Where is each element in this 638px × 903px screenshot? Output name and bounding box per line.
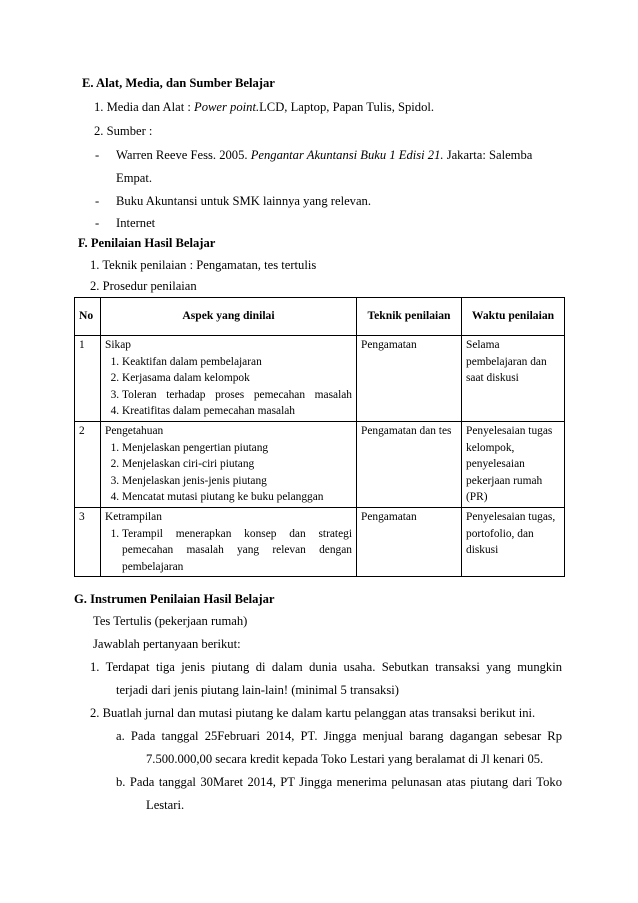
list-item: 3. Toleran terhadap proses pemecahan masalah [122, 387, 352, 404]
source-dash: - [95, 216, 100, 230]
list-item: 1. Keaktifan dalam pembelajaran [122, 354, 352, 371]
section-f-title: F. Penilaian Hasil Belajar [78, 236, 216, 250]
list-item: 4. Kreatifitas dalam pemecahan masalah [122, 403, 352, 420]
section-e-title: E. Alat, Media, dan Sumber Belajar [82, 76, 275, 90]
row-aspek [101, 507, 357, 576]
list-item: 3. Menjelaskan jenis-jenis piutang [122, 473, 352, 490]
row-waktu: Penyelesaian tugas kelompok, penyelesaian pekerjaan rumah (PR) [462, 421, 565, 507]
media-italic: Power point. [194, 100, 260, 114]
header-teknik: Teknik penilaian [357, 298, 462, 336]
row-no: 1 [75, 336, 101, 422]
header-aspek: Aspek yang dinilai [101, 298, 357, 336]
aspek-title: Ketrampilan [105, 510, 162, 523]
prosedur-penilaian: 2. Prosedur penilaian [90, 279, 197, 293]
section-g-subtitle: Tes Tertulis (pekerjaan rumah) [93, 614, 248, 628]
row-aspek [101, 421, 357, 507]
section-g-instruction: Jawablah pertanyaan berikut: [93, 637, 241, 651]
row-teknik: Pengamatan dan tes [357, 421, 462, 507]
question-1-line-1: 1. Terdapat tiga jenis piutang di dalam dunia usaha. Sebutkan transaksi yang mungkin [90, 660, 562, 674]
row-waktu: Penyelesaian tugas, portofolio, dan diskusi [462, 507, 565, 576]
sumber-label: 2. Sumber : [94, 124, 153, 138]
table-row [75, 336, 565, 422]
media-line [94, 100, 434, 115]
row-teknik: Pengamatan [357, 507, 462, 576]
row-waktu: Selama pembelajaran dan saat diskusi [462, 336, 565, 422]
media-rest: LCD, Laptop, Papan Tulis, Spidol. [259, 100, 435, 114]
list-item: 2. Kerjasama dalam kelompok [122, 370, 352, 387]
media-label: 1. Media dan Alat : [94, 100, 195, 114]
question-1-line-2: terjadi dari jenis piutang lain-lain! (minimal 5 transaksi) [116, 683, 399, 697]
row-no: 3 [75, 507, 101, 576]
aspek-list [105, 354, 352, 420]
source-1-cont: Empat. [116, 171, 153, 185]
question-2a-line-2: 7.500.000,00 secara kredit kepada Toko Lestari yang beralamat di Jl kenari 05. [146, 752, 544, 766]
aspek-list [105, 526, 352, 576]
row-no: 2 [75, 421, 101, 507]
source-1-italic: Pengantar Akuntansi Buku 1 Edisi 21. [250, 148, 444, 162]
aspek-title: Pengetahuan [105, 424, 164, 437]
list-item: 1. Menjelaskan pengertian piutang [122, 440, 352, 457]
list-item: 2. Menjelaskan ciri-ciri piutang [122, 456, 352, 473]
header-no: No [75, 298, 101, 336]
source-dash: - [95, 148, 100, 162]
source-dash: - [95, 194, 100, 208]
source-3: Internet [116, 216, 156, 230]
source-1-post: Jakarta: Salemba [443, 148, 533, 162]
header-waktu: Waktu penilaian [462, 298, 565, 336]
list-item: 4. Mencatat mutasi piutang ke buku pelanggan [122, 489, 352, 506]
aspek-title: Sikap [105, 339, 131, 351]
question-2a-line-1: a. Pada tanggal 25Februari 2014, PT. Jingga menjual barang dagangan sebesar Rp [116, 729, 562, 743]
aspek-list [105, 440, 352, 506]
row-teknik: Pengamatan [357, 336, 462, 422]
table-header-row [75, 298, 565, 336]
source-2: Buku Akuntansi untuk SMK lainnya yang relevan. [116, 194, 371, 208]
question-2: 2. Buatlah jurnal dan mutasi piutang ke dalam kartu pelanggan atas transaksi berikut ini. [90, 706, 536, 720]
row-aspek [101, 336, 357, 422]
list-item: 1. Terampil menerapkan konsep dan strategi pemecahan masalah yang relevan dengan pembelajaran [122, 526, 352, 576]
source-1-pre: Warren Reeve Fess. 2005. [116, 148, 251, 162]
question-2b-line-2: Lestari. [146, 798, 185, 812]
table-row [75, 507, 565, 576]
teknik-penilaian: 1. Teknik penilaian : Pengamatan, tes tertulis [90, 258, 317, 272]
table-row [75, 421, 565, 507]
source-1 [116, 148, 532, 163]
assessment-table [74, 297, 565, 577]
section-g-title: G. Instrumen Penilaian Hasil Belajar [74, 592, 275, 606]
question-2b-line-1: b. Pada tanggal 30Maret 2014, PT Jingga menerima pelunasan atas piutang dari Toko [116, 775, 562, 789]
